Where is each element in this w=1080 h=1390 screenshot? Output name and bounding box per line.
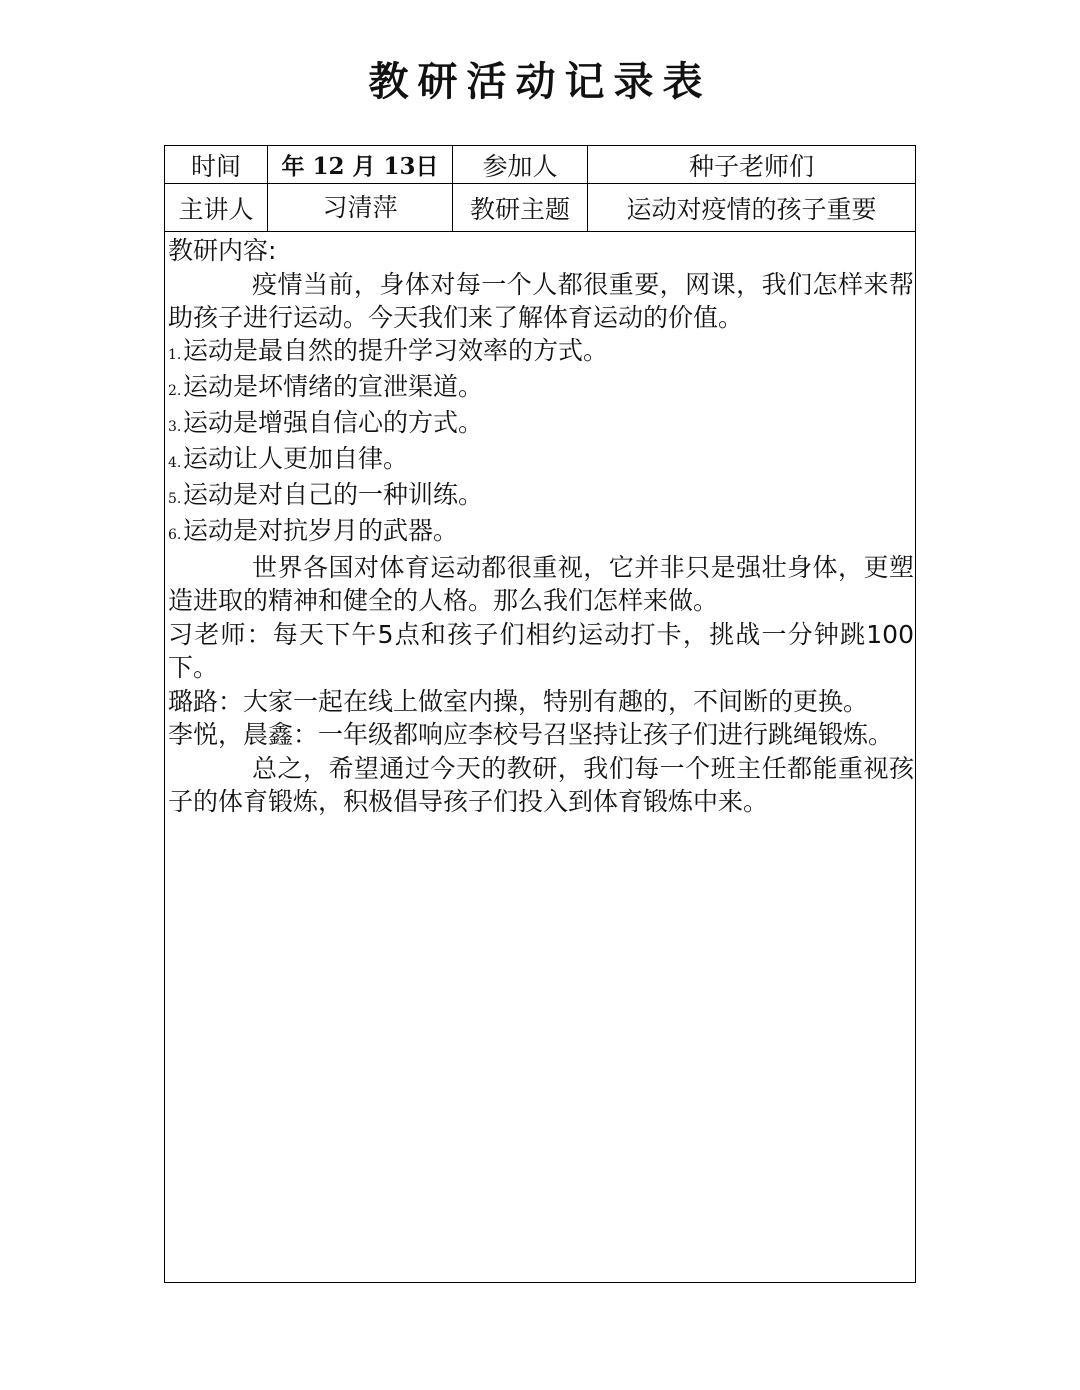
header-row-1 (165, 146, 915, 184)
page-title: 教研活动记录表 (368, 59, 712, 105)
item-text: 运动是最自然的提升学习效率的方式。 (183, 335, 609, 365)
remark-paragraph: 李悦，晨鑫：一年级都响应李校号召坚持让孩子们进行跳绳锻炼。 (168, 720, 894, 749)
topic-label: 教研主题 (453, 184, 588, 231)
record-form (164, 145, 916, 1283)
time-value: 年 12 月 13日 (268, 146, 453, 183)
item-number: 3. (168, 418, 182, 435)
item-text: 运动是对自己的一种训练。 (183, 479, 484, 509)
time-label: 时间 (165, 146, 268, 183)
item-text: 运动是坏情绪的宣泄渠道。 (183, 371, 484, 401)
item-number: 1. (168, 346, 182, 363)
item-text: 运动是对抗岁月的武器。 (183, 515, 459, 545)
item-number: 4. (168, 454, 182, 471)
header-row-2 (165, 184, 915, 232)
participants-value: 种子老师们 (688, 151, 814, 181)
content-heading: 教研内容: (168, 236, 277, 265)
list-item (168, 335, 914, 371)
item-number: 5. (168, 490, 182, 507)
remark-paragraph: 璐路：大家一起在线上做室内操，特别有趣的，不间断的更换。 (168, 686, 869, 716)
remark-paragraph: 习老师：每天下午5点和孩子们相约运动打卡，挑战一分钟跳100下。 (168, 619, 914, 682)
participants-label: 参加人 (453, 146, 588, 183)
topic-value: 运动对疫情的孩子重要 (626, 194, 877, 224)
item-text: 运动是增强自信心的方式。 (183, 407, 484, 437)
list-item (168, 443, 914, 479)
speaker-label: 主讲人 (165, 184, 268, 231)
intro-paragraph: 疫情当前，身体对每一个人都很重要，网课，我们怎样来帮助孩子进行运动。今天我们来了解体育运动的价值。 (168, 269, 914, 332)
list-item (168, 479, 914, 515)
list-item (168, 407, 914, 443)
item-text: 运动让人更加自律。 (183, 443, 409, 473)
list-item (168, 371, 914, 407)
list-item (168, 515, 914, 551)
item-number: 6. (168, 526, 182, 543)
summary-paragraph: 总之，希望通过今天的教研，我们每一个班主任都能重视孩子的体育锻炼，积极倡导孩子们投入到体育锻炼中来。 (168, 753, 914, 816)
speaker-value: 习清萍 (268, 184, 453, 231)
content-area (168, 234, 914, 819)
second-paragraph: 世界各国对体育运动都很重视，它并非只是强壮身体，更塑造进取的精神和健全的人格。那么我们怎样来做。 (168, 552, 914, 615)
item-number: 2. (168, 382, 182, 399)
